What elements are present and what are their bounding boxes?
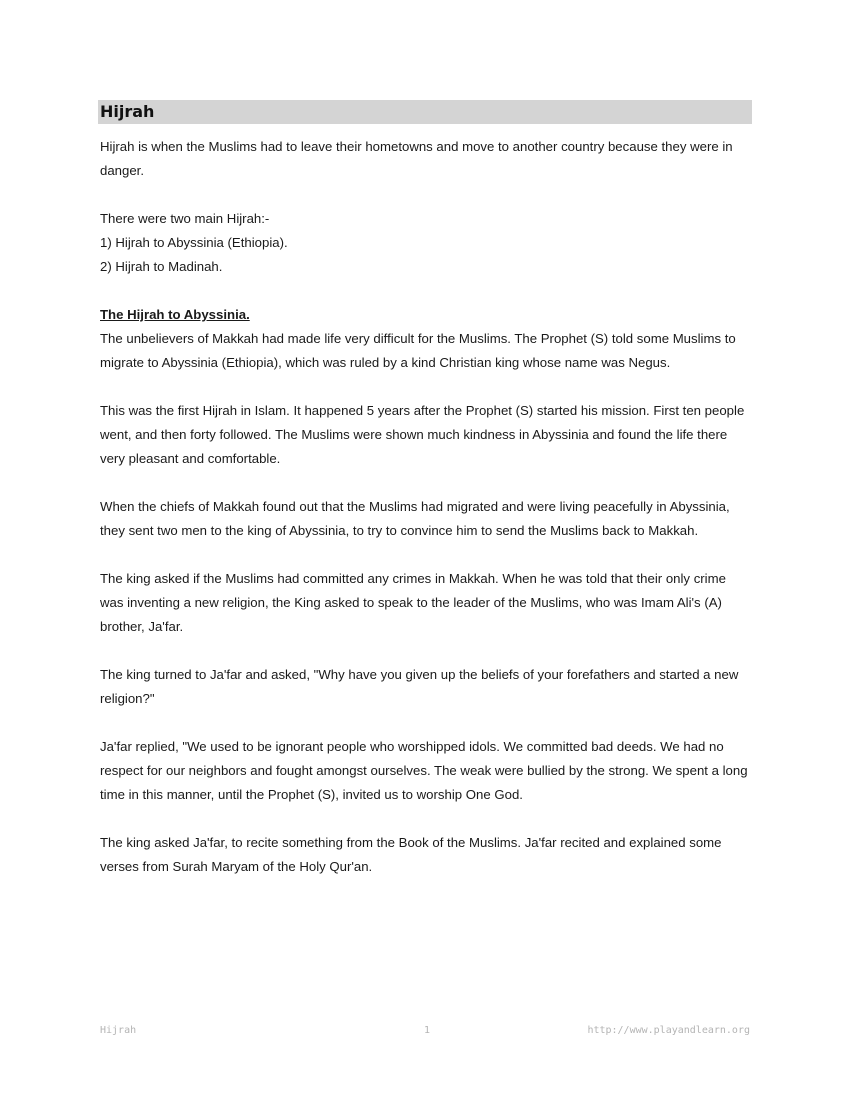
title-bar — [98, 100, 752, 124]
list-lead-text: There were two main Hijrah:- — [100, 211, 270, 226]
body-paragraph: The king turned to Ja'far and asked, "Why have you given up the beliefs of your forefathers and started a new religion?" — [100, 667, 739, 706]
list-item: 2) Hijrah to Madinah. — [100, 259, 223, 274]
document-body — [100, 135, 750, 903]
body-paragraph: When the chiefs of Makkah found out that the Muslims had migrated and were living peacefully in Abyssinia, they sent two men to the king of Abyssinia, to try to convince him to send the Muslims back to Makkah. — [100, 499, 730, 538]
page-number: 1 — [424, 1025, 431, 1036]
section-heading-block — [100, 303, 750, 327]
intro-paragraph: Hijrah is when the Muslims had to leave their hometowns and move to another country because they were in danger. — [100, 139, 733, 178]
page-title: Hijrah — [100, 102, 155, 121]
body-paragraph: The unbelievers of Makkah had made life very difficult for the Muslims. The Prophet (S) told some Muslims to migrate to Abyssinia (Ethiopia), which was ruled by a kind Christian king whose name was Negus. — [100, 331, 736, 370]
page-footer — [100, 1025, 750, 1041]
footer-url[interactable]: http://www.playandlearn.org — [587, 1025, 750, 1036]
list-item: 1) Hijrah to Abyssinia (Ethiopia). — [100, 235, 288, 250]
body-paragraph: The king asked Ja'far, to recite something from the Book of the Muslims. Ja'far recited and explained some verses from Surah Maryam of the Holy Qur'an. — [100, 835, 722, 874]
footer-title: Hijrah — [100, 1025, 137, 1036]
body-paragraph: The king asked if the Muslims had committed any crimes in Makkah. When he was told that their only crime was inventing a new religion, the King asked to speak to the leader of the Muslims, who was Imam Ali's (A) brother, Ja'far. — [100, 571, 726, 634]
body-paragraph: Ja'far replied, "We used to be ignorant people who worshipped idols. We committed bad deeds. We had no respect for our neighbors and fought amongst ourselves. The weak were bullied by the strong. We spent a long time in this manner, until the Prophet (S), invited us to worship One God. — [100, 739, 748, 802]
list-lead — [100, 207, 750, 279]
body-paragraph: This was the first Hijrah in Islam. It happened 5 years after the Prophet (S) started his mission. First ten people went, and then forty followed. The Muslims were shown much kindness in Abyssinia and found the life there very pleasant and comfortable. — [100, 403, 745, 466]
section-heading: The Hijrah to Abyssinia. — [100, 307, 250, 322]
